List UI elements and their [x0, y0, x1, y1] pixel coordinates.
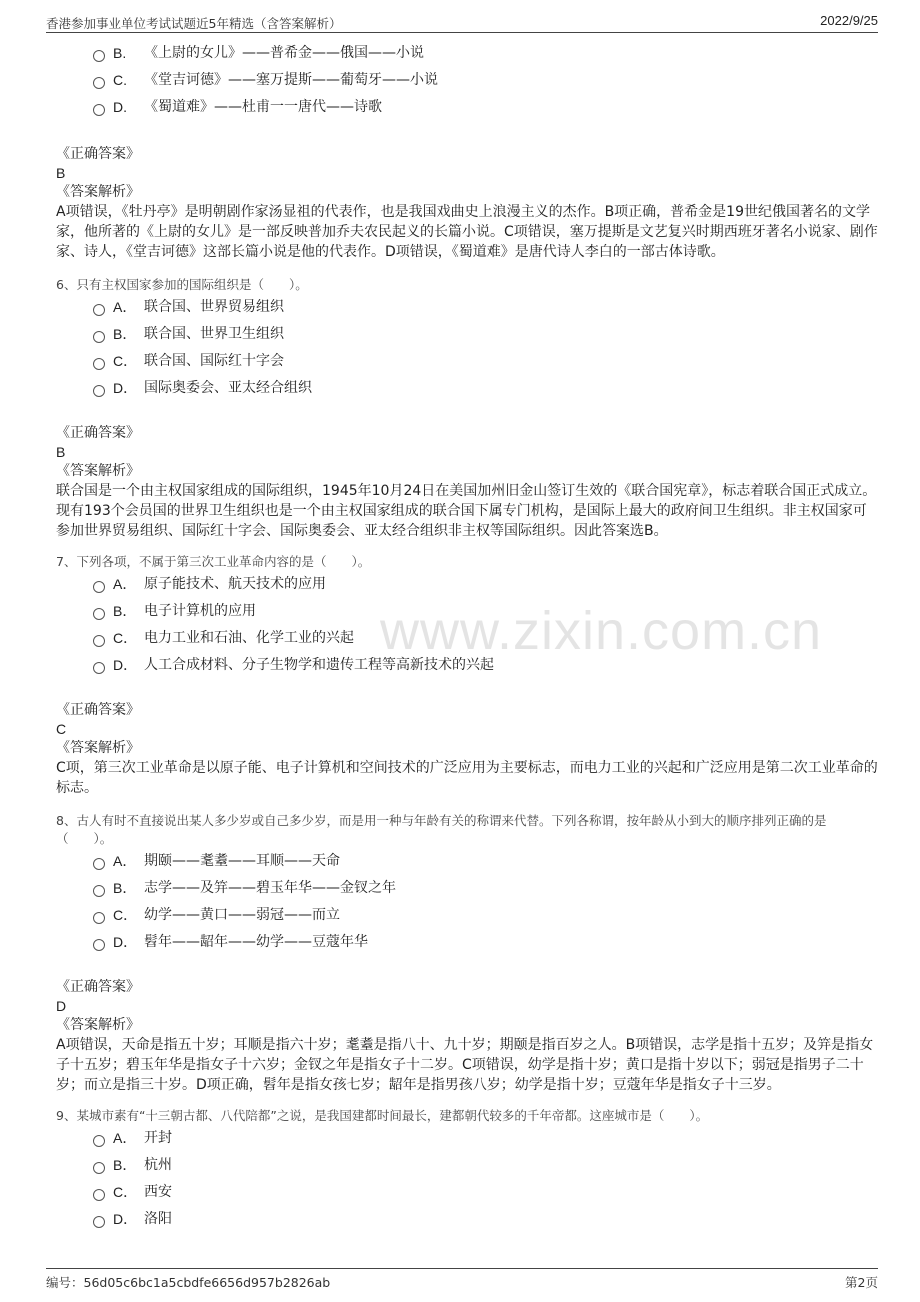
question-block-9	[56, 1107, 878, 1233]
option-letter: C.	[113, 72, 127, 88]
option-b[interactable]	[56, 1152, 878, 1179]
option-b[interactable]	[56, 875, 878, 902]
option-letter: A．	[113, 299, 137, 315]
option-c[interactable]	[56, 348, 878, 375]
option-letter: B．	[113, 326, 137, 342]
watermark: www.zixin.com.cn	[380, 601, 823, 661]
option-text: 志学——及笄——碧玉年华——金钗之年	[144, 880, 396, 896]
radio-icon[interactable]	[93, 858, 105, 870]
option-d[interactable]	[56, 929, 878, 956]
answer-value: C	[56, 721, 67, 737]
option-text: 《上尉的女儿》——普希金——俄国——小说	[144, 45, 424, 61]
explanation-text: 联合国是一个由主权国家组成的国际组织，1945年10月24日在美国加州旧金山签订生效的《联合国宪章》，标志着联合国正式成立。现有193个会员国的世界卫生组织也是一个由主权国家组成的联合国下属专门机构，是国际上最大的政府间卫生组织。非主权国家可参加世界贸易组织、国际红十字会、国际奥委会、亚太经合组织非主权等国际组织。因此答案选B。	[56, 483, 877, 539]
option-a[interactable]	[56, 1125, 878, 1152]
option-c[interactable]	[56, 625, 878, 652]
question-block-6	[56, 276, 878, 541]
explanation-text: A项错误，天命是指五十岁；耳顺是指六十岁；耄耋是指八十、九十岁；期颐是指百岁之人。B项错误，志学是指十五岁；及笄是指女子十五岁；碧玉年华是指女子十六岁；金钗之年是指女子十二岁。C项错误，幼学是指十岁；黄口是指十岁以下；弱冠是指男子二十岁；而立是指三十岁。D项正确，髫年是指女孩七岁；龆年是指男孩八岁；幼学是指十岁；豆蔻年华是指女子十三岁。	[56, 1037, 874, 1093]
option-text: 期颐——耄耋——耳顺——天命	[144, 853, 340, 869]
page-footer	[46, 1268, 878, 1291]
option-text: 电力工业和石油、化学工业的兴起	[144, 630, 354, 646]
option-letter: D．	[113, 657, 138, 673]
option-letter: D．	[113, 1211, 138, 1227]
explanation-label: 《答案解析》	[56, 1017, 140, 1033]
option-text: 《堂吉诃德》——塞万提斯——葡萄牙——小说	[144, 72, 438, 88]
option-d[interactable]	[56, 652, 878, 679]
option-text: 原子能技术、航天技术的应用	[144, 576, 326, 592]
option-b[interactable]	[56, 598, 878, 625]
radio-icon[interactable]	[93, 1162, 105, 1174]
radio-icon[interactable]	[93, 912, 105, 924]
radio-icon[interactable]	[93, 939, 105, 951]
page-number: 第2页	[845, 1275, 878, 1290]
option-d[interactable]	[56, 1206, 878, 1233]
radio-icon[interactable]	[93, 1189, 105, 1201]
option-letter: D．	[113, 934, 138, 950]
question-stem: 9、某城市素有“十三朝古都、八代陪都”之说，是我国建都时间最长，建都朝代较多的千年帝都。这座城市是（ ）。	[56, 1108, 709, 1123]
question-stem: 7、下列各项，不属于第三次工业革命内容的是（ ）。	[56, 554, 371, 569]
option-text: 洛阳	[144, 1211, 172, 1227]
radio-icon[interactable]	[93, 77, 105, 89]
option-a[interactable]	[56, 848, 878, 875]
option-a[interactable]	[56, 571, 878, 598]
answer-value: B	[56, 444, 66, 460]
document-title: 香港参加事业单位考试试题近5年精选（含答案解析）	[46, 16, 342, 31]
option-text: 西安	[144, 1184, 172, 1200]
radio-icon[interactable]	[93, 608, 105, 620]
option-b[interactable]	[56, 40, 878, 67]
radio-icon[interactable]	[93, 331, 105, 343]
answer-label: 《正确答案》	[56, 425, 140, 441]
page-header	[46, 12, 878, 33]
question-block-8	[56, 812, 878, 1095]
option-text: 杭州	[144, 1157, 172, 1173]
option-text: 联合国、国际红十字会	[144, 353, 284, 369]
page-content	[56, 38, 878, 1233]
question-block-5	[56, 40, 878, 262]
option-letter: C．	[113, 353, 138, 369]
radio-icon[interactable]	[93, 662, 105, 674]
option-text: 联合国、世界卫生组织	[144, 326, 284, 342]
answer-value: B	[56, 165, 66, 181]
option-letter: A．	[113, 576, 137, 592]
option-text: 《蜀道难》——杜甫一一唐代——诗歌	[144, 99, 382, 115]
option-letter: B.	[113, 45, 127, 61]
option-d[interactable]	[56, 375, 878, 402]
radio-icon[interactable]	[93, 581, 105, 593]
explanation-label: 《答案解析》	[56, 740, 140, 756]
option-letter: B．	[113, 880, 137, 896]
radio-icon[interactable]	[93, 1216, 105, 1228]
answer-label: 《正确答案》	[56, 146, 140, 162]
option-text: 人工合成材料、分子生物学和遗传工程等高新技术的兴起	[144, 657, 494, 673]
option-text: 电子计算机的应用	[144, 603, 256, 619]
answer-label: 《正确答案》	[56, 702, 140, 718]
document-date: 2022/9/25	[820, 13, 878, 28]
option-c[interactable]	[56, 67, 878, 94]
option-d[interactable]	[56, 94, 878, 121]
option-letter: B．	[113, 603, 137, 619]
explanation-label: 《答案解析》	[56, 463, 140, 479]
option-letter: C．	[113, 907, 138, 923]
option-letter: C．	[113, 630, 138, 646]
question-stem: 8、古人有时不直接说出某人多少岁或自己多少岁，而是用一种与年龄有关的称谓来代替。下列各称谓，按年龄从小到大的顺序排列正确的是（ ）。	[56, 813, 827, 846]
question-stem: 6、只有主权国家参加的国际组织是（ ）。	[56, 277, 308, 292]
explanation-text: C项，第三次工业革命是以原子能、电子计算机和空间技术的广泛应用为主要标志，而电力工业的兴起和广泛应用是第二次工业革命的标志。	[56, 760, 878, 796]
radio-icon[interactable]	[93, 885, 105, 897]
option-letter: B．	[113, 1157, 137, 1173]
document-code: 编号：56d05c6bc1a5cbdfe6656d957b2826ab	[46, 1275, 331, 1290]
option-letter: D．	[113, 380, 138, 396]
option-b[interactable]	[56, 321, 878, 348]
radio-icon[interactable]	[93, 50, 105, 62]
explanation-label: 《答案解析》	[56, 184, 140, 200]
option-letter: D.	[113, 99, 127, 115]
option-text: 开封	[144, 1130, 172, 1146]
option-text: 国际奥委会、亚太经合组织	[144, 380, 312, 396]
radio-icon[interactable]	[93, 358, 105, 370]
explanation-text: A项错误，《牡丹亭》是明朝剧作家汤显祖的代表作，也是我国戏曲史上浪漫主义的杰作。B项正确，普希金是19世纪俄国著名的文学家，他所著的《上尉的女儿》是一部反映普加乔夫农民起义的长篇小说。C项错误，塞万提斯是文艺复兴时期西班牙著名小说家、剧作家、诗人，《堂吉诃德》这部长篇小说是他的代表作。D项错误，《蜀道难》是唐代诗人李白的一部古体诗歌。	[56, 204, 878, 260]
radio-icon[interactable]	[93, 635, 105, 647]
option-text: 幼学——黄口——弱冠——而立	[144, 907, 340, 923]
answer-value: D	[56, 998, 67, 1014]
question-block-7	[56, 553, 878, 798]
radio-icon[interactable]	[93, 385, 105, 397]
option-letter: A．	[113, 853, 137, 869]
option-text: 联合国、世界贸易组织	[144, 299, 284, 315]
option-c[interactable]	[56, 902, 878, 929]
answer-label: 《正确答案》	[56, 979, 140, 995]
option-a[interactable]	[56, 294, 878, 321]
option-c[interactable]	[56, 1179, 878, 1206]
option-letter: A．	[113, 1130, 137, 1146]
radio-icon[interactable]	[93, 1135, 105, 1147]
radio-icon[interactable]	[93, 104, 105, 116]
radio-icon[interactable]	[93, 304, 105, 316]
option-letter: C．	[113, 1184, 138, 1200]
option-text: 髫年——龆年——幼学——豆蔻年华	[144, 934, 368, 950]
